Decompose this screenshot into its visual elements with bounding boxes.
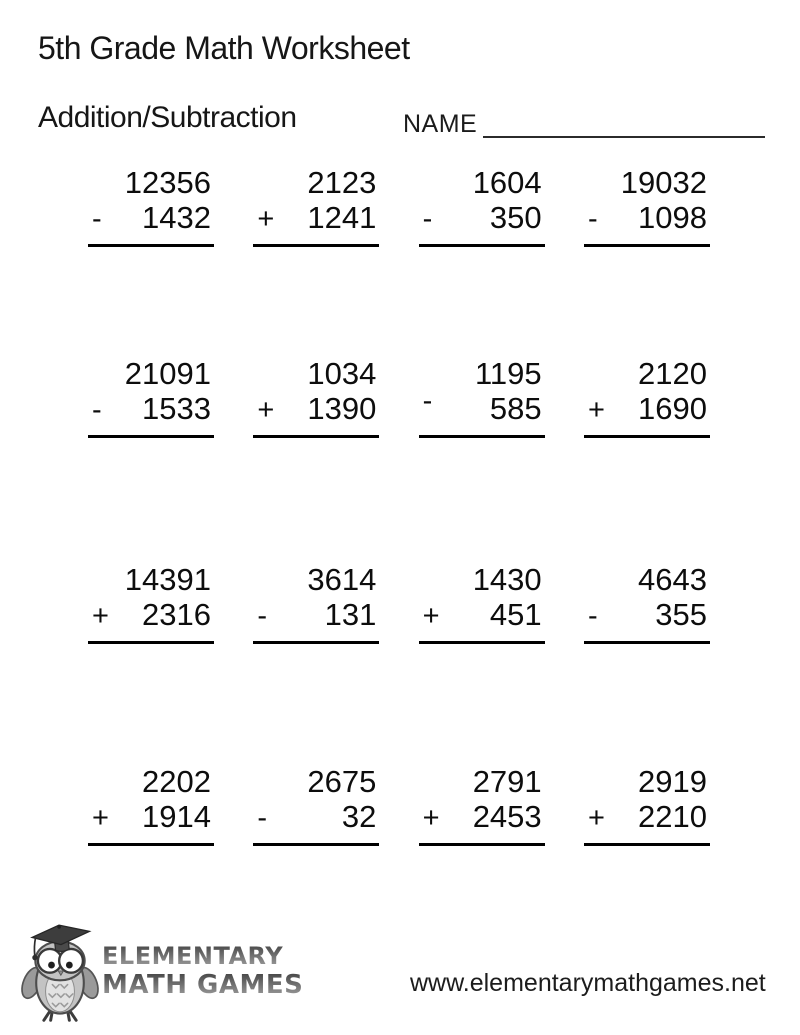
problem-bottom-row: [88, 597, 214, 644]
page-title: 5th Grade Math Worksheet: [38, 30, 410, 66]
problem-top-operand: 2123: [307, 165, 377, 200]
problems-row: [88, 562, 710, 644]
problem-top-operand: 1430: [472, 562, 542, 597]
problem-bottom-row: [88, 200, 214, 247]
problem-top-operand: 4643: [638, 562, 707, 597]
math-problem: [253, 165, 379, 247]
math-problem: [584, 356, 710, 438]
problem-bottom-operand: 1690: [638, 391, 707, 426]
problem-bottom-row: [253, 200, 379, 247]
problem-top-operand: 19032: [620, 165, 707, 200]
worksheet-subtitle: Addition/Subtraction: [38, 101, 297, 134]
problem-bottom-operand: 1390: [307, 391, 377, 426]
problem-operator: +: [257, 394, 275, 426]
math-problem: [419, 562, 545, 644]
problem-bottom-operand: 451: [489, 597, 542, 632]
problem-top-operand: 2919: [638, 764, 707, 799]
math-problem: [88, 764, 214, 846]
problem-operator: -: [257, 600, 267, 632]
math-problem: [584, 562, 710, 644]
problem-operator: +: [587, 802, 605, 834]
problem-operator: +: [92, 600, 109, 632]
problem-bottom-operand: 1098: [638, 200, 707, 235]
problem-top-operand: 12356: [124, 165, 211, 200]
problem-bottom-row: [584, 391, 710, 438]
problem-bottom-row: [253, 391, 379, 438]
math-problem: [88, 356, 214, 438]
problem-operator: -: [422, 203, 433, 235]
problem-operator: -: [92, 203, 102, 235]
problem-top-operand: 2791: [472, 764, 542, 799]
math-problem: [88, 562, 214, 644]
problem-bottom-row: [584, 799, 710, 846]
problem-bottom-operand: 131: [324, 597, 377, 632]
math-problem: [419, 764, 545, 846]
problem-bottom-row: [419, 597, 545, 644]
owl-graduate-icon: [20, 920, 100, 1022]
problem-top-operand: 2675: [307, 764, 377, 799]
problem-operator: +: [422, 802, 440, 834]
problem-operator: -: [587, 203, 598, 235]
problem-bottom-operand: 1432: [142, 200, 211, 235]
problem-bottom-operand: 2210: [638, 799, 707, 834]
problem-operator: +: [422, 600, 440, 632]
problem-bottom-row: [584, 200, 710, 247]
problem-operator: -: [92, 394, 102, 426]
problem-operator: -: [422, 385, 433, 417]
problem-operator: -: [257, 802, 267, 834]
logo-text: [102, 942, 303, 1000]
problem-top-operand: 14391: [124, 562, 211, 597]
math-problem: [253, 764, 379, 846]
logo-text-line2: MATH GAMES: [102, 970, 304, 1000]
math-problem: [419, 165, 545, 247]
site-url: www.elementarymathgames.net: [410, 969, 766, 997]
problem-bottom-operand: 1914: [142, 799, 211, 834]
problem-bottom-operand: 2316: [142, 597, 211, 632]
problem-top-operand: 21091: [124, 356, 211, 391]
problem-bottom-operand: 32: [341, 799, 377, 834]
problem-bottom-row: [253, 597, 379, 644]
problems-row: [88, 356, 710, 438]
problem-top-operand: 2120: [638, 356, 707, 391]
problem-bottom-operand: 2453: [472, 799, 542, 834]
math-problem: [419, 356, 545, 438]
problem-operator: +: [257, 203, 275, 235]
problem-bottom-operand: 350: [489, 200, 542, 235]
problems-row: [88, 764, 710, 846]
math-problem: [253, 356, 379, 438]
problem-bottom-row: [584, 597, 710, 644]
problem-bottom-row: [419, 799, 545, 846]
problems-row: [88, 165, 710, 247]
math-problem: [88, 165, 214, 247]
logo-text-line1: ELEMENTARY: [102, 942, 303, 970]
problem-bottom-operand: 1241: [307, 200, 377, 235]
problem-top-operand: 2202: [142, 764, 211, 799]
math-problem: [253, 562, 379, 644]
problem-bottom-row: [419, 200, 545, 247]
name-label: NAME: [403, 110, 478, 138]
problem-top-operand: 1034: [307, 356, 377, 391]
problem-top-operand: 3614: [307, 562, 377, 597]
name-fill-line[interactable]: [483, 110, 765, 138]
problem-operator: -: [587, 600, 598, 632]
problem-bottom-row: [419, 385, 545, 438]
site-logo: [20, 920, 303, 1022]
math-problem: [584, 165, 710, 247]
problem-top-operand: 1195: [474, 356, 542, 391]
problem-top-operand: 1604: [472, 165, 542, 200]
problem-bottom-row: [253, 799, 379, 846]
problem-operator: +: [587, 394, 605, 426]
problem-bottom-operand: 1533: [142, 391, 211, 426]
name-row: [403, 110, 765, 138]
problem-operator: +: [92, 802, 109, 834]
math-problem: [584, 764, 710, 846]
problem-bottom-row: [88, 391, 214, 438]
problem-bottom-row: [88, 799, 214, 846]
problem-bottom-operand: 355: [655, 597, 707, 632]
problem-bottom-operand: 585: [489, 391, 542, 426]
